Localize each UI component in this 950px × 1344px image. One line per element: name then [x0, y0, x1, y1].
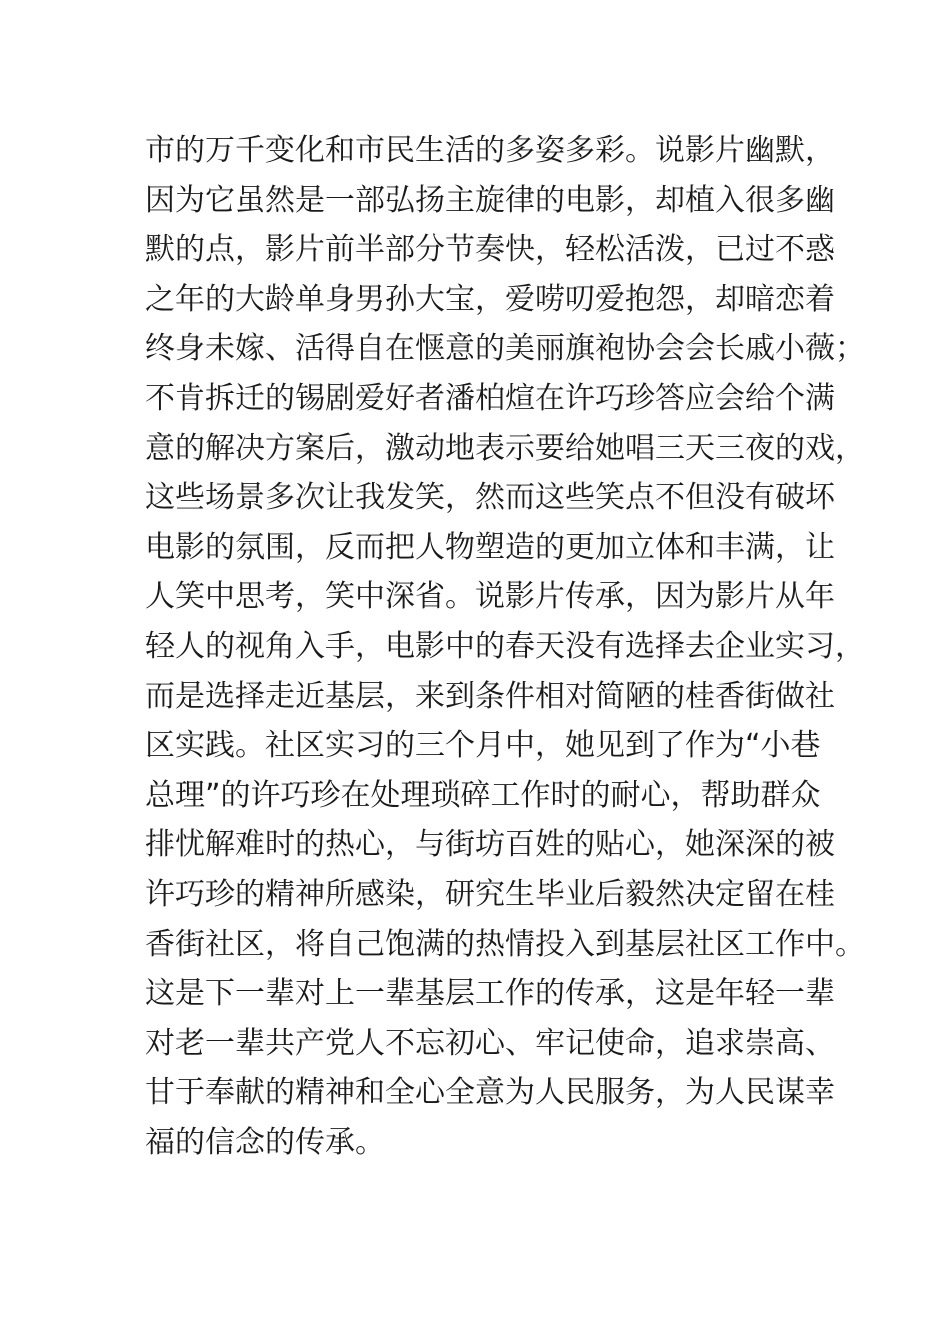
text-line: 因为它虽然是一部弘扬主旋律的电影，却植入很多幽: [145, 182, 835, 218]
text-line: 甘于奉献的精神和全心全意为人民服务，为人民谋幸: [145, 1075, 835, 1111]
text-line: 而是选择走近基层，来到条件相对简陋的桂香街做社: [145, 678, 835, 714]
text-line: 福的信念的传承。: [145, 1124, 385, 1160]
text-line: 之年的大龄单身男孙大宝，爱唠叨爱抱怨，却暗恋着: [145, 281, 835, 317]
text-line: 对老一辈共产党人不忘初心、牢记使命，追求崇高、: [145, 1025, 835, 1061]
text-line: 许巧珍的精神所感染，研究生毕业后毅然决定留在桂: [145, 876, 835, 912]
text-line: 默的点，影片前半部分节奏快，轻松活泼，已过不惑: [145, 232, 835, 268]
text-line: 香街社区，将自己饱满的热情投入到基层社区工作中。: [145, 926, 865, 962]
text-line: 这是下一辈对上一辈基层工作的传承，这是年轻一辈: [145, 976, 835, 1012]
text-line: 人笑中思考，笑中深省。说影片传承，因为影片从年: [145, 579, 835, 615]
body-paragraph: [145, 126, 865, 1167]
text-line: 排忧解难时的热心，与街坊百姓的贴心，她深深的被: [145, 827, 835, 863]
text-line: 不肯拆迁的锡剧爱好者潘柏煊在许巧珍答应会给个满: [145, 380, 835, 416]
text-line: 总理”的许巧珍在处理琐碎工作时的耐心，帮助群众: [145, 777, 821, 813]
text-line: 市的万千变化和市民生活的多姿多彩。说影片幽默，: [145, 133, 835, 168]
text-line: 区实践。社区实习的三个月中，她见到了作为“小巷: [145, 728, 821, 764]
text-line: 这些场景多次让我发笑，然而这些笑点不但没有破坏: [145, 480, 835, 516]
text-line: 电影的氛围，反而把人物塑造的更加立体和丰满，让: [145, 529, 835, 565]
text-line: 终身未嫁、活得自在惬意的美丽旗袍协会会长戚小薇；: [145, 331, 865, 367]
text-line: 轻人的视角入手，电影中的春天没有选择去企业实习，: [145, 628, 865, 664]
text-line: 意的解决方案后，激动地表示要给她唱三天三夜的戏，: [145, 430, 865, 466]
